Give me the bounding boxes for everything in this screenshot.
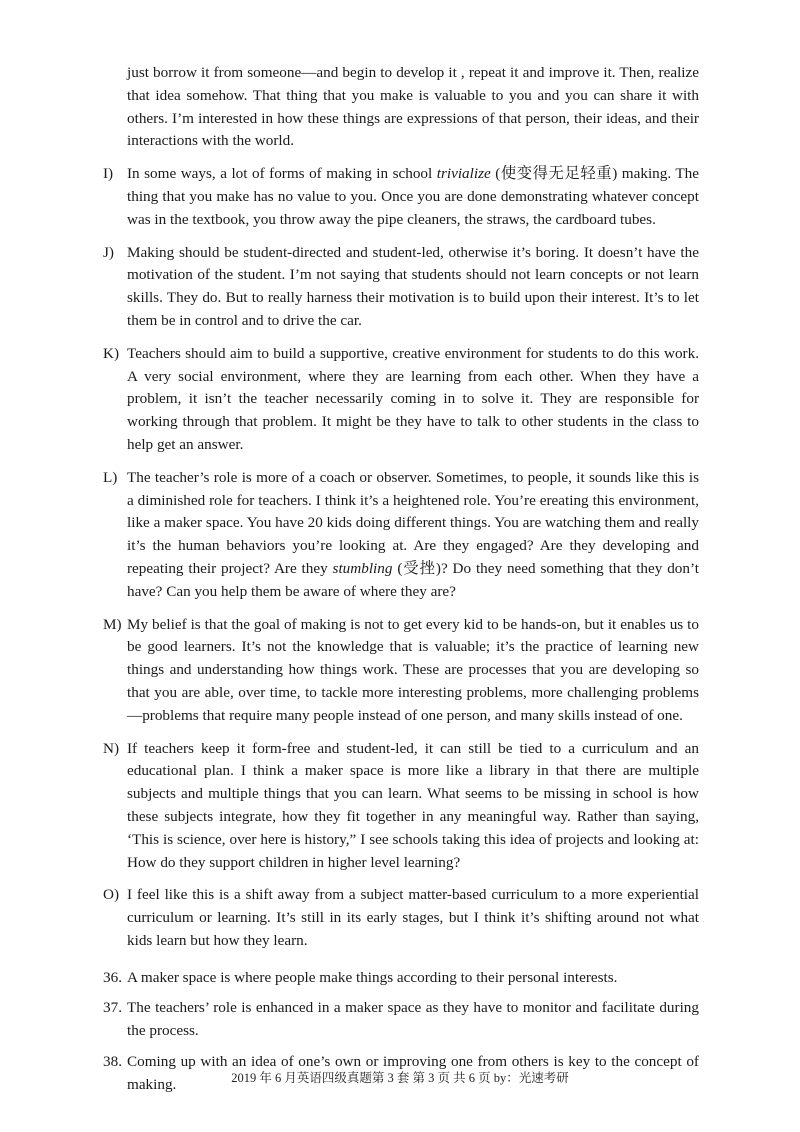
- paragraph-k: [103, 343, 699, 457]
- lettered-paragraphs: [103, 163, 699, 953]
- paragraph-l: [103, 467, 699, 604]
- question-number: 38.: [103, 1053, 122, 1071]
- paragraph-text: Teachers should aim to build a supportive, creative environment for students to do this work. A very social environment, where they are learning from each other. When they have a problem, it isn’t the teacher necessarily coming in to solve it. They are responsible for working through that problem. It might be they have to talk to other students in the class to help get an answer.: [127, 344, 699, 453]
- paragraph-label: L): [103, 468, 118, 486]
- paragraph-o: [103, 884, 699, 952]
- paragraph-text: In some ways, a lot of forms of making in school trivialize (使变得无足轻重) making. The thing that you make has no value to you. Once you are done demonstrating whatever concept was in the textbook, you throw away the pipe cleaners, the straws, the cardboard tubes.: [127, 165, 699, 228]
- paragraph-text: Making should be student-directed and student-led, otherwise it’s boring. It doesn’t have the motivation of the student. I’m not saying that students should not learn concepts or not learn skills. They do. But to really harness their motivation is to build upon their interest. It’s to let them be in control and to drive the car.: [127, 243, 699, 329]
- paragraph-n: [103, 738, 699, 875]
- paragraph-label: N): [103, 739, 120, 757]
- paragraph-label: O): [103, 886, 120, 904]
- paragraph-text: I feel like this is a shift away from a subject matter-based curriculum to a more experiential curriculum or learning. It’s still in its early stages, but I think it’s shifting around not what kids learn but how they learn.: [127, 886, 699, 949]
- question-text: A maker space is where people make things according to their personal interests.: [127, 968, 618, 986]
- question-text: The teachers’ role is enhanced in a maker space as they have to monitor and facilitate during the process.: [127, 999, 699, 1040]
- question-number: 37.: [103, 999, 122, 1017]
- paragraph-text: My belief is that the goal of making is not to get every kid to be hands-on, but it enables us to be good learners. It’s not the knowledge that is valuable; it’s the practice of learning new things and understanding how things work. These are processes that you are developing so that you are able, over time, to tackle more interesting problems, more challenging problems—problems that require many people instead of one person, and many skills instead of one.: [127, 615, 699, 724]
- question-number: 36.: [103, 968, 122, 986]
- question-item: [103, 997, 699, 1043]
- question-text: Coming up with an idea of one’s own or improving one from others is key to the concept of making.: [127, 1053, 699, 1093]
- paragraph-label: K): [103, 344, 120, 362]
- paragraph-indent: [103, 62, 127, 153]
- paragraph-text: just borrow it from someone—and begin to develop it , repeat it and improve it. Then, realize that idea somehow. That thing that you make is valuable to you and you can share it with others. I’m interested in how these things are expressions of that person, their ideas, and their interactions with the world.: [127, 64, 699, 150]
- paragraph-text: The teacher’s role is more of a coach or observer. Sometimes, to people, it sounds like this is a diminished role for teachers. I think it’s a heightened role. You’re ereating this environment, like a maker space. You have 20 kids doing different things. You are watching them and really it’s the human behaviors you’re looking at. Are they engaged? Are they developing and repeating their project? Are they stumbling (受挫)? Do they need something that they don’t have? Can you help them be aware of where they are?: [127, 468, 699, 600]
- emphasized-word: trivialize: [436, 165, 491, 183]
- question-item: [103, 967, 699, 990]
- page-content: [103, 62, 699, 1105]
- page-footer: 2019 年 6 月英语四级真题第 3 套 第 3 页 共 6 页 by：光速考研: [231, 1071, 569, 1085]
- paragraph-j: [103, 242, 699, 333]
- paragraph-label: I): [103, 165, 114, 183]
- paragraph-text: If teachers keep it form-free and student-led, it can still be tied to a curriculum and an educational plan. I think a maker space is more like a library in that there are multiple subjects and multiple things that you can learn. What seems to be missing in school is how these subjects integrate, how they fit together in any meaningful way. Rather than saying, ‘This is science, over here is history,” I see schools taking this idea of projects and looking at: How do they support children in higher level learning?: [127, 739, 699, 871]
- paragraph-label: M): [103, 615, 122, 633]
- paragraph-continued: [103, 62, 699, 153]
- emphasized-word: stumbling: [332, 559, 393, 577]
- paragraph-label: J): [103, 243, 114, 261]
- paragraph-m: [103, 614, 699, 728]
- paragraph-i: [103, 163, 699, 231]
